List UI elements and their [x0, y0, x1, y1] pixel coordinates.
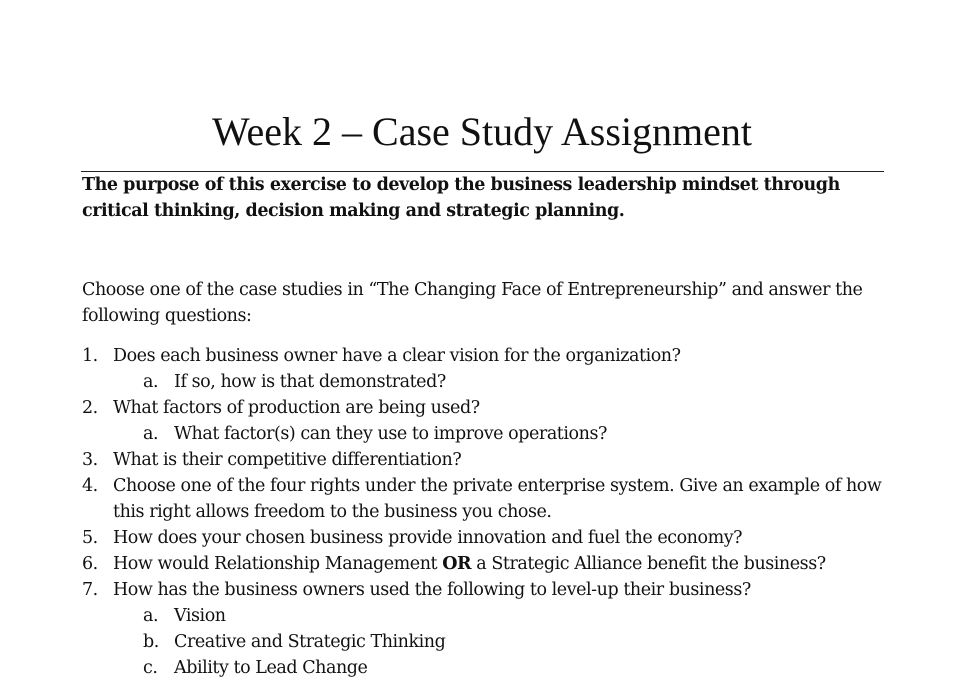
- question-item: [82, 473, 882, 525]
- purpose-statement: The purpose of this exercise to develop the business leadership mindset through critical thinking, decision making and strategic planning.: [82, 175, 840, 221]
- sub-question-item: [82, 655, 882, 681]
- question-text: How does your chosen business provide innovation and fuel the economy?: [113, 528, 743, 548]
- sub-question-item: [82, 603, 882, 629]
- question-number: 2.: [82, 398, 98, 418]
- sub-question-item: [82, 629, 882, 655]
- sub-question-text: Ability to Lead Change: [174, 658, 368, 678]
- question-item: [82, 551, 882, 577]
- intro-paragraph: Choose one of the case studies in “The Changing Face of Entrepreneurship” and answer the following questions:: [82, 280, 863, 326]
- question-text: [113, 551, 882, 577]
- sub-question-text: What factor(s) can they use to improve operations?: [174, 424, 607, 444]
- question-item: [82, 395, 882, 421]
- question-item: [82, 447, 882, 473]
- question-number: 6.: [82, 554, 98, 574]
- question-text: How has the business owners used the following to level-up their business?: [113, 580, 751, 600]
- question-number: 3.: [82, 450, 98, 470]
- page-title: Week 2 – Case Study Assignment: [211, 109, 753, 154]
- question-text-start: How would Relationship Management: [113, 554, 443, 574]
- question-number: 1.: [82, 346, 98, 366]
- question-text: Choose one of the four rights under the private enterprise system. Give an example of how this right allows freedom to the business you chose.: [113, 476, 882, 522]
- sub-question-text: Creative and Strategic Thinking: [174, 632, 446, 652]
- question-number: 7.: [82, 580, 98, 600]
- sub-question-letter: c.: [143, 658, 158, 678]
- sub-question-letter: a.: [143, 424, 159, 444]
- question-text: What is their competitive differentiation?: [113, 450, 462, 470]
- sub-question-text: Vision: [174, 606, 226, 626]
- question-text-end: a Strategic Alliance benefit the business?: [471, 554, 826, 574]
- question-number: 4.: [82, 476, 98, 496]
- sub-question-letter: b.: [143, 632, 159, 652]
- sub-question-item: [82, 421, 882, 447]
- question-number: 5.: [82, 528, 98, 548]
- question-text: What factors of production are being used?: [113, 398, 480, 418]
- sub-question-item: [82, 369, 882, 395]
- question-item: [82, 577, 882, 603]
- emphasis-or: OR: [442, 554, 472, 574]
- sub-question-letter: a.: [143, 606, 159, 626]
- question-text: Does each business owner have a clear vision for the organization?: [113, 346, 681, 366]
- sub-question-letter: a.: [143, 372, 159, 392]
- question-item: [82, 343, 882, 369]
- question-item: [82, 525, 882, 551]
- question-list: [82, 343, 882, 681]
- sub-question-text: If so, how is that demonstrated?: [174, 372, 446, 392]
